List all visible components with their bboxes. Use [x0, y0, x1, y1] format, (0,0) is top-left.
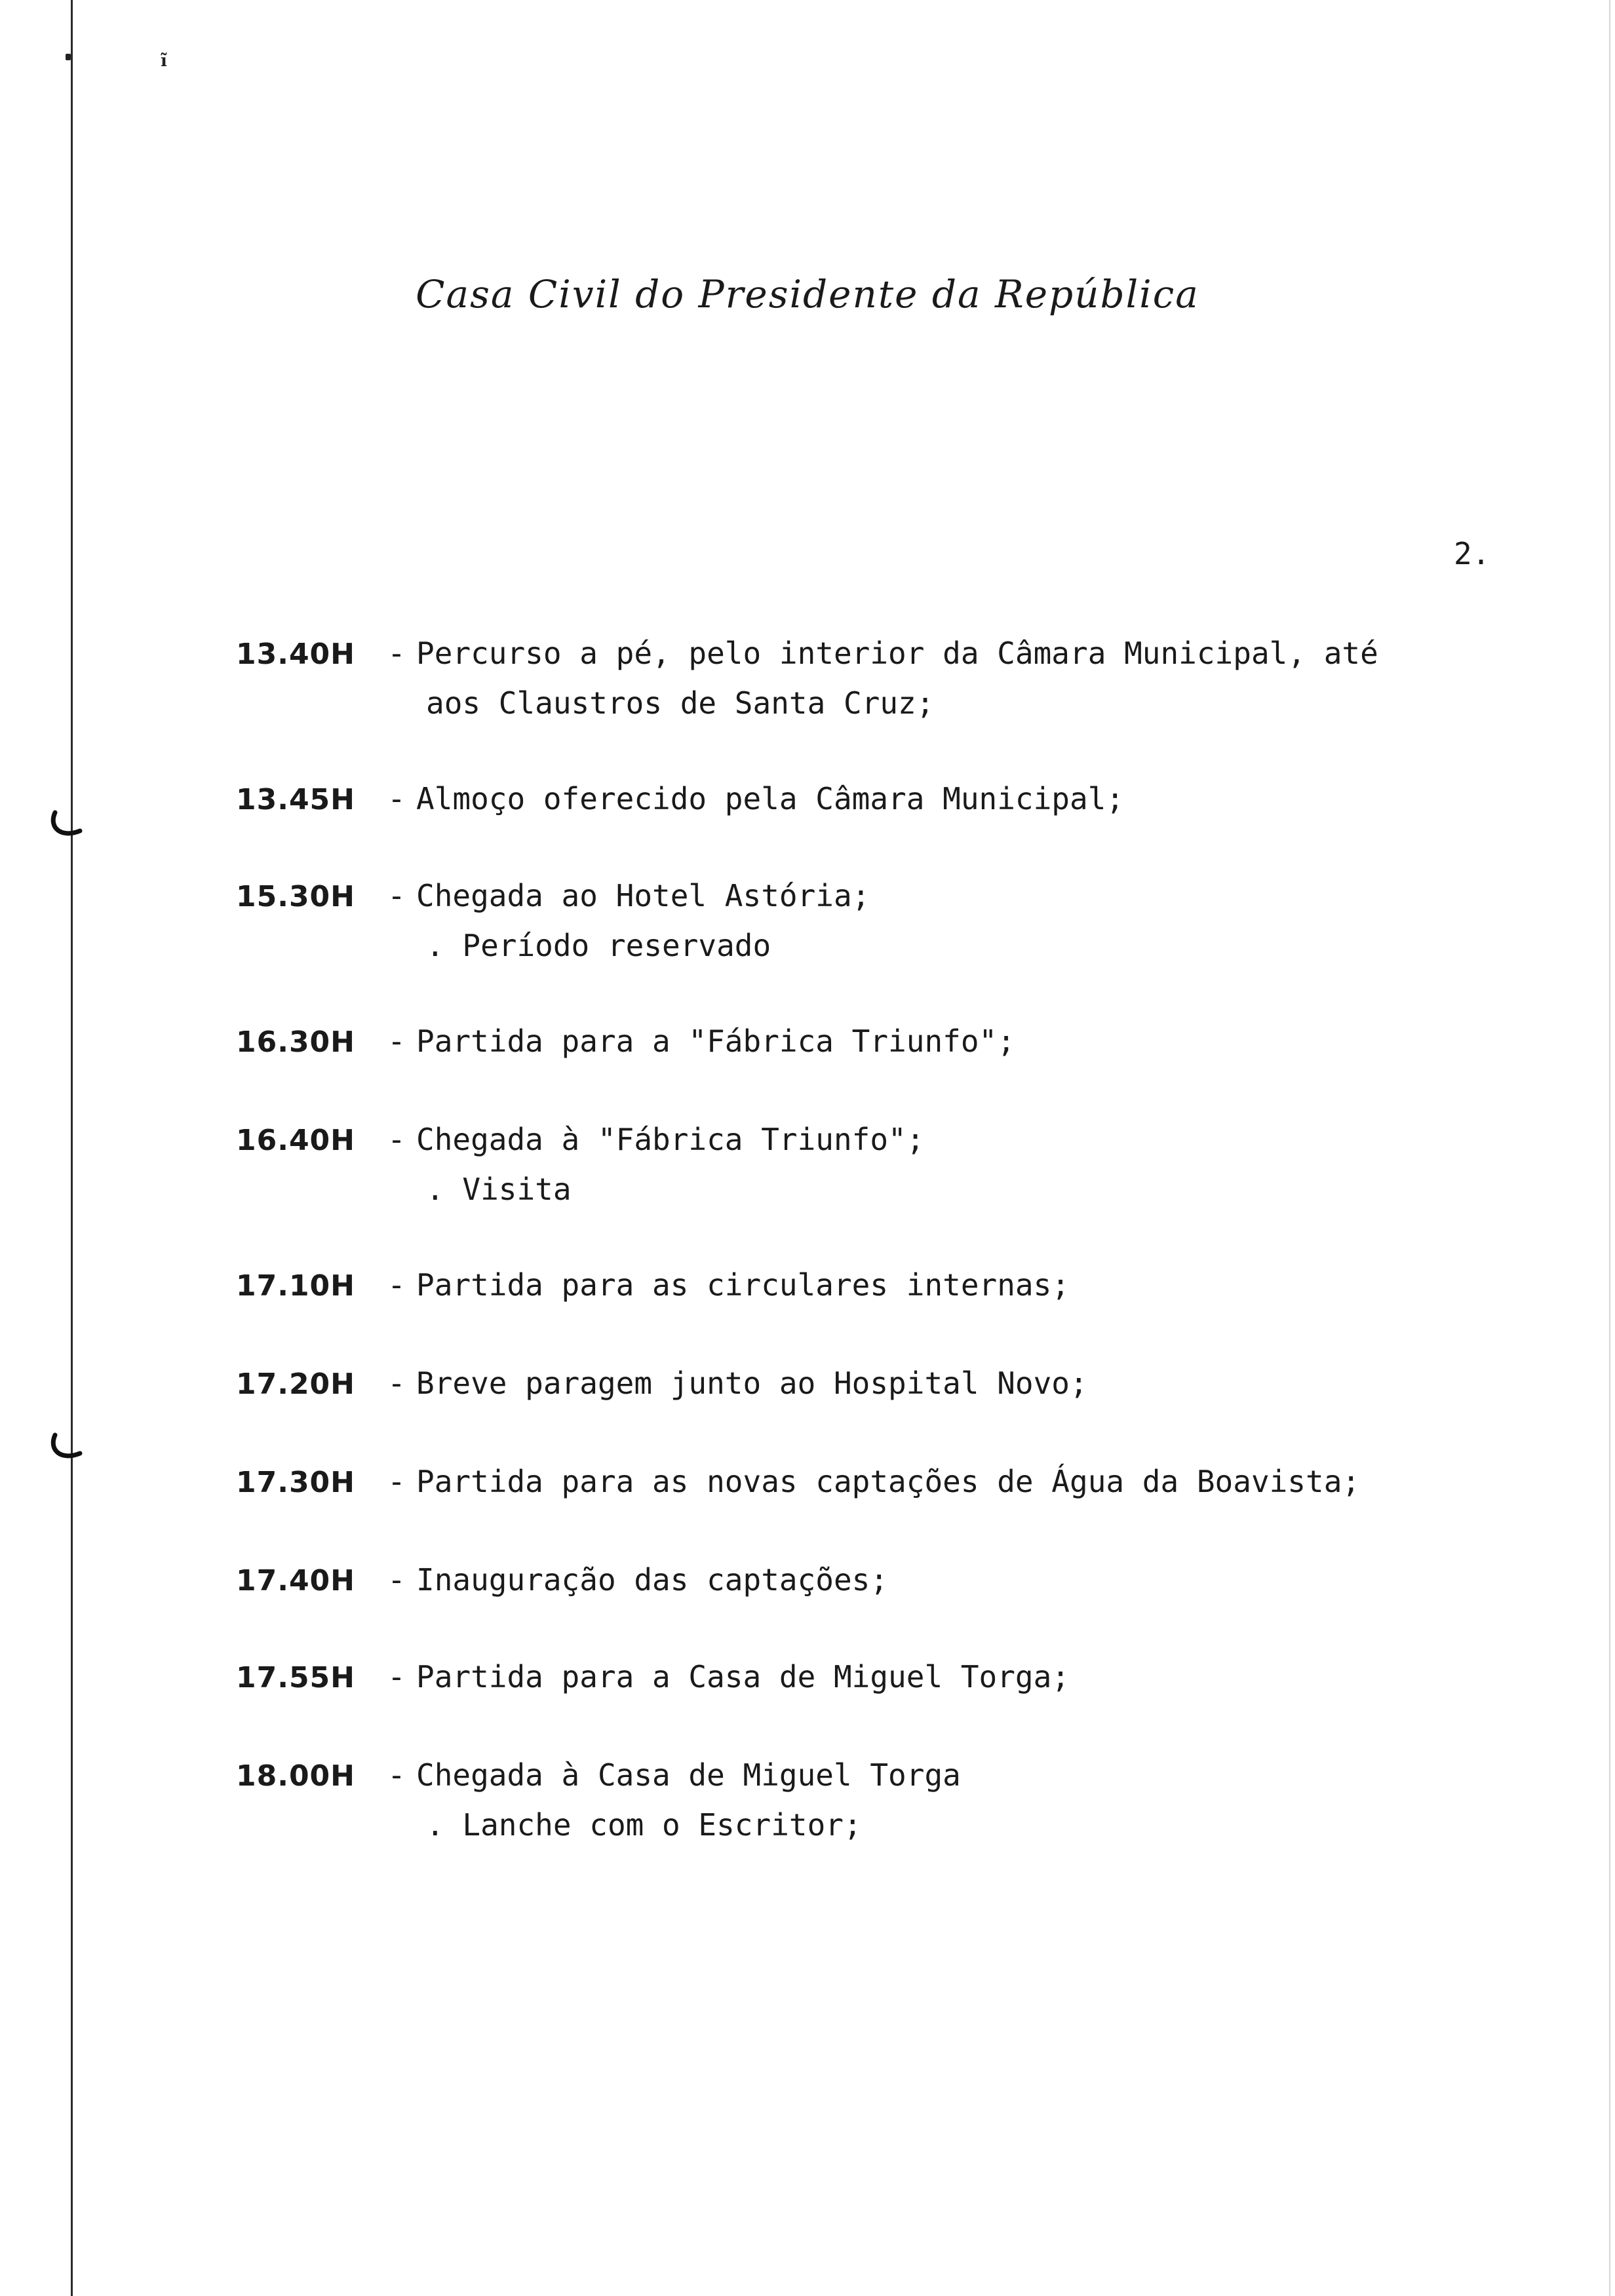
entry-text: Partida para a Casa de Miguel Torga; [416, 1659, 1070, 1694]
schedule-entry [236, 1115, 1599, 1214]
entry-time: 16.30H [236, 1025, 355, 1059]
page-number: 2. [1454, 536, 1490, 571]
entry-dash: - [387, 781, 406, 816]
schedule-entry [236, 1653, 1599, 1702]
binding-edge [71, 0, 73, 2296]
entry-text-continued: . Período reservado [426, 928, 771, 963]
right-edge [1609, 0, 1610, 2296]
entry-time: 17.30H [236, 1466, 355, 1499]
entry-time: 13.45H [236, 783, 355, 816]
entry-dash: - [387, 1267, 406, 1303]
schedule-entry [236, 1261, 1599, 1311]
entry-text: Chegada à Casa de Miguel Torga [416, 1757, 961, 1793]
entry-dash: - [387, 1757, 406, 1793]
entry-text: Breve paragem junto ao Hospital Novo; [416, 1366, 1088, 1401]
entry-text: Partida para as circulares internas; [416, 1267, 1070, 1303]
entry-time: 17.10H [236, 1269, 355, 1303]
entry-dash: - [387, 1464, 406, 1499]
entry-dash: - [387, 1366, 406, 1401]
entry-time: 16.40H [236, 1124, 355, 1157]
entry-text: Partida para a "Fábrica Triunfo"; [416, 1024, 1015, 1059]
entry-dash: - [387, 1122, 406, 1157]
entry-text: Chegada ao Hotel Astória; [416, 878, 870, 913]
schedule-entry [236, 629, 1599, 727]
entry-dash: - [387, 1659, 406, 1694]
entry-text: Almoço oferecido pela Câmara Municipal; [416, 781, 1125, 816]
schedule-entry [236, 1556, 1599, 1605]
entry-time: 13.40H [236, 638, 355, 671]
entry-text: Chegada à "Fábrica Triunfo"; [416, 1122, 925, 1157]
entry-time: 17.55H [236, 1661, 355, 1694]
entry-time: 18.00H [236, 1759, 355, 1793]
punch-hole-mark [47, 807, 87, 847]
punch-hole-mark [47, 1430, 87, 1469]
schedule-entry [236, 1359, 1599, 1409]
schedule-entry [236, 775, 1599, 824]
entry-text: Partida para as novas captações de Água da Boavista; [416, 1464, 1361, 1499]
schedule-entry [236, 1017, 1599, 1067]
entry-dash: - [387, 1562, 406, 1598]
top-mark: ĩ [161, 51, 167, 71]
entry-time: 17.40H [236, 1564, 355, 1598]
entry-dash: - [387, 636, 406, 671]
schedule-entry [236, 1751, 1599, 1849]
schedule-entry [236, 871, 1599, 970]
entry-text-continued: aos Claustros de Santa Cruz; [426, 685, 935, 721]
top-tick-mark [66, 54, 71, 60]
entry-dash: - [387, 1024, 406, 1059]
entry-text: Percurso a pé, pelo interior da Câmara Municipal, até [416, 636, 1378, 671]
letterhead: Casa Civil do Presidente da República [416, 272, 1199, 316]
entry-text-continued: . Visita [426, 1172, 572, 1207]
schedule-entry [236, 1457, 1599, 1507]
entry-dash: - [387, 878, 406, 913]
entry-text-continued: . Lanche com o Escritor; [426, 1807, 862, 1843]
entry-time: 17.20H [236, 1368, 355, 1401]
entry-time: 15.30H [236, 880, 355, 913]
entry-text: Inauguração das captações; [416, 1562, 889, 1598]
